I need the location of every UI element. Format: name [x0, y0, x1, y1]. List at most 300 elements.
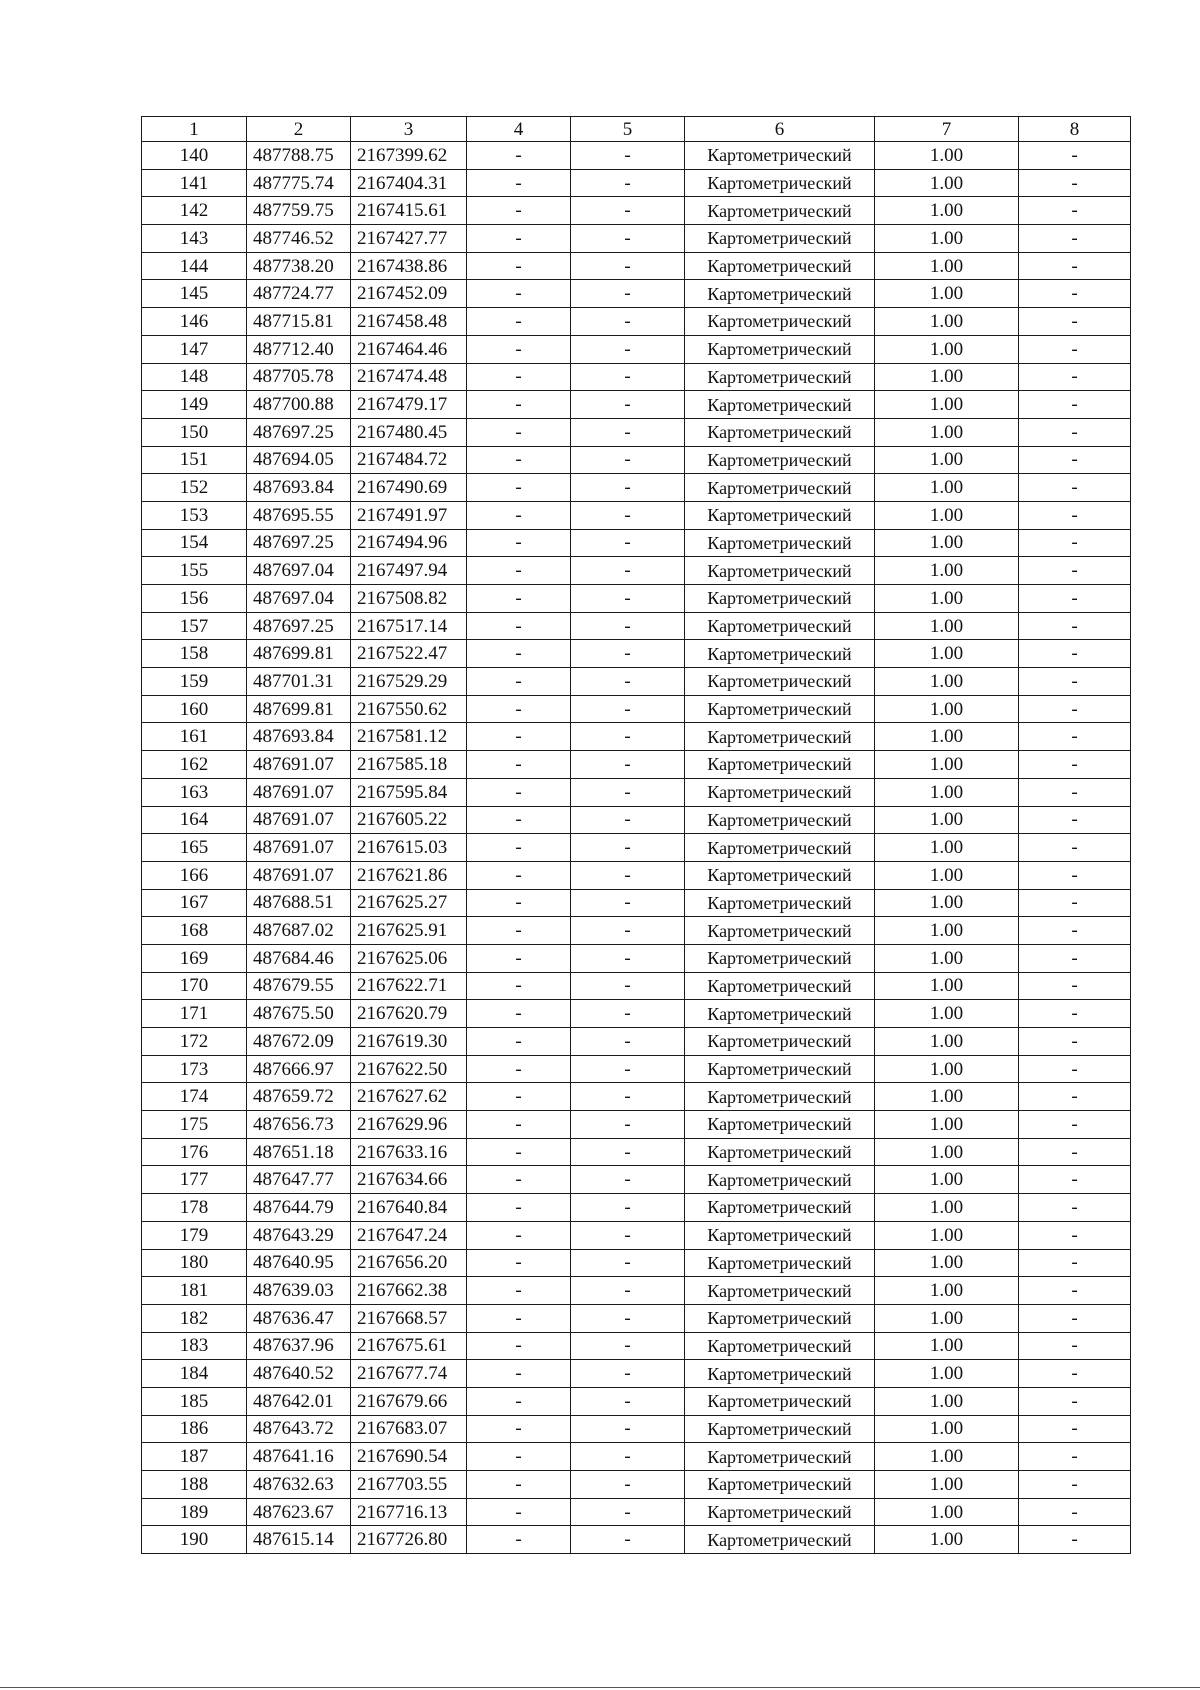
accuracy-cell: 1.00 [875, 474, 1019, 502]
method-cell: Картометрический [685, 751, 875, 779]
x-coordinate-cell: 487775.74 [247, 169, 351, 197]
column-4-cell: - [467, 668, 571, 696]
column-5-cell: - [571, 501, 685, 529]
column-5-cell: - [571, 252, 685, 280]
accuracy-cell: 1.00 [875, 889, 1019, 917]
y-coordinate-cell: 2167640.84 [351, 1194, 467, 1222]
column-5-cell: - [571, 1000, 685, 1028]
y-coordinate-cell: 2167438.86 [351, 252, 467, 280]
column-4-cell: - [467, 280, 571, 308]
x-coordinate-cell: 487675.50 [247, 1000, 351, 1028]
y-coordinate-cell: 2167620.79 [351, 1000, 467, 1028]
table-row [142, 169, 1131, 197]
column-4-cell: - [467, 557, 571, 585]
y-coordinate-cell: 2167690.54 [351, 1443, 467, 1471]
point-number-cell: 177 [142, 1166, 247, 1194]
column-4-cell: - [467, 1055, 571, 1083]
column-8-cell: - [1019, 751, 1131, 779]
table-body [142, 117, 1131, 1554]
column-8-cell: - [1019, 917, 1131, 945]
y-coordinate-cell: 2167622.71 [351, 972, 467, 1000]
table-row [142, 225, 1131, 253]
column-5-cell: - [571, 585, 685, 613]
accuracy-cell: 1.00 [875, 778, 1019, 806]
accuracy-cell: 1.00 [875, 501, 1019, 529]
table-row [142, 529, 1131, 557]
method-cell: Картометрический [685, 944, 875, 972]
table-row [142, 640, 1131, 668]
table-row [142, 142, 1131, 170]
method-cell: Картометрический [685, 1443, 875, 1471]
point-number-cell: 147 [142, 335, 247, 363]
table-row [142, 1387, 1131, 1415]
method-cell: Картометрический [685, 529, 875, 557]
point-number-cell: 143 [142, 225, 247, 253]
x-coordinate-cell: 487691.07 [247, 778, 351, 806]
accuracy-cell: 1.00 [875, 142, 1019, 170]
x-coordinate-cell: 487647.77 [247, 1166, 351, 1194]
point-number-cell: 161 [142, 723, 247, 751]
accuracy-cell: 1.00 [875, 723, 1019, 751]
point-number-cell: 182 [142, 1304, 247, 1332]
table-row [142, 1138, 1131, 1166]
x-coordinate-cell: 487693.84 [247, 723, 351, 751]
table-row [142, 446, 1131, 474]
column-5-cell: - [571, 1221, 685, 1249]
column-8-cell: - [1019, 1166, 1131, 1194]
table-row [142, 1360, 1131, 1388]
column-8-cell: - [1019, 474, 1131, 502]
column-8-cell: - [1019, 889, 1131, 917]
column-4-cell: - [467, 972, 571, 1000]
point-number-cell: 188 [142, 1471, 247, 1499]
x-coordinate-cell: 487705.78 [247, 363, 351, 391]
table-row [142, 585, 1131, 613]
column-4-cell: - [467, 1471, 571, 1499]
column-8-cell: - [1019, 1277, 1131, 1305]
x-coordinate-cell: 487746.52 [247, 225, 351, 253]
column-8-cell: - [1019, 1083, 1131, 1111]
method-cell: Картометрический [685, 1055, 875, 1083]
table-row [142, 1498, 1131, 1526]
column-8-cell: - [1019, 501, 1131, 529]
point-number-cell: 146 [142, 308, 247, 336]
x-coordinate-cell: 487697.04 [247, 557, 351, 585]
x-coordinate-cell: 487688.51 [247, 889, 351, 917]
point-number-cell: 165 [142, 834, 247, 862]
method-cell: Картометрический [685, 917, 875, 945]
column-5-cell: - [571, 1138, 685, 1166]
point-number-cell: 180 [142, 1249, 247, 1277]
accuracy-cell: 1.00 [875, 280, 1019, 308]
x-coordinate-cell: 487759.75 [247, 197, 351, 225]
accuracy-cell: 1.00 [875, 972, 1019, 1000]
column-4-cell: - [467, 1415, 571, 1443]
column-8-cell: - [1019, 391, 1131, 419]
column-5-cell: - [571, 889, 685, 917]
x-coordinate-cell: 487623.67 [247, 1498, 351, 1526]
accuracy-cell: 1.00 [875, 1028, 1019, 1056]
column-5-cell: - [571, 1028, 685, 1056]
column-4-cell: - [467, 225, 571, 253]
y-coordinate-cell: 2167585.18 [351, 751, 467, 779]
column-5-cell: - [571, 1443, 685, 1471]
method-cell: Картометрический [685, 557, 875, 585]
y-coordinate-cell: 2167625.06 [351, 944, 467, 972]
point-number-cell: 140 [142, 142, 247, 170]
column-8-cell: - [1019, 806, 1131, 834]
x-coordinate-cell: 487651.18 [247, 1138, 351, 1166]
column-4-cell: - [467, 806, 571, 834]
column-4-cell: - [467, 418, 571, 446]
method-cell: Картометрический [685, 1277, 875, 1305]
point-number-cell: 152 [142, 474, 247, 502]
table-row [142, 1332, 1131, 1360]
accuracy-cell: 1.00 [875, 1443, 1019, 1471]
column-8-cell: - [1019, 1028, 1131, 1056]
method-cell: Картометрический [685, 723, 875, 751]
point-number-cell: 149 [142, 391, 247, 419]
column-8-cell: - [1019, 142, 1131, 170]
method-cell: Картометрический [685, 1111, 875, 1139]
y-coordinate-cell: 2167474.48 [351, 363, 467, 391]
method-cell: Картометрический [685, 391, 875, 419]
column-8-cell: - [1019, 1526, 1131, 1554]
column-8-cell: - [1019, 1304, 1131, 1332]
table-row [142, 1083, 1131, 1111]
column-4-cell: - [467, 1028, 571, 1056]
y-coordinate-cell: 2167581.12 [351, 723, 467, 751]
x-coordinate-cell: 487641.16 [247, 1443, 351, 1471]
y-coordinate-cell: 2167629.96 [351, 1111, 467, 1139]
point-number-cell: 160 [142, 695, 247, 723]
table-row [142, 806, 1131, 834]
y-coordinate-cell: 2167621.86 [351, 861, 467, 889]
y-coordinate-cell: 2167625.91 [351, 917, 467, 945]
y-coordinate-cell: 2167679.66 [351, 1387, 467, 1415]
y-coordinate-cell: 2167726.80 [351, 1526, 467, 1554]
column-5-cell: - [571, 834, 685, 862]
x-coordinate-cell: 487695.55 [247, 501, 351, 529]
column-4-cell: - [467, 1000, 571, 1028]
column-8-cell: - [1019, 695, 1131, 723]
column-5-cell: - [571, 1055, 685, 1083]
x-coordinate-cell: 487656.73 [247, 1111, 351, 1139]
accuracy-cell: 1.00 [875, 1249, 1019, 1277]
header-cell: 2 [247, 117, 351, 142]
y-coordinate-cell: 2167458.48 [351, 308, 467, 336]
method-cell: Картометрический [685, 501, 875, 529]
y-coordinate-cell: 2167427.77 [351, 225, 467, 253]
y-coordinate-cell: 2167703.55 [351, 1471, 467, 1499]
method-cell: Картометрический [685, 1498, 875, 1526]
x-coordinate-cell: 487640.52 [247, 1360, 351, 1388]
column-5-cell: - [571, 529, 685, 557]
column-4-cell: - [467, 1443, 571, 1471]
column-5-cell: - [571, 391, 685, 419]
table-row [142, 1277, 1131, 1305]
column-4-cell: - [467, 695, 571, 723]
table-row [142, 751, 1131, 779]
y-coordinate-cell: 2167490.69 [351, 474, 467, 502]
table-row [142, 778, 1131, 806]
column-5-cell: - [571, 225, 685, 253]
x-coordinate-cell: 487643.72 [247, 1415, 351, 1443]
point-number-cell: 141 [142, 169, 247, 197]
column-4-cell: - [467, 529, 571, 557]
column-8-cell: - [1019, 1111, 1131, 1139]
column-5-cell: - [571, 972, 685, 1000]
column-4-cell: - [467, 1360, 571, 1388]
y-coordinate-cell: 2167619.30 [351, 1028, 467, 1056]
table-row [142, 335, 1131, 363]
y-coordinate-cell: 2167497.94 [351, 557, 467, 585]
column-4-cell: - [467, 142, 571, 170]
accuracy-cell: 1.00 [875, 1111, 1019, 1139]
column-5-cell: - [571, 335, 685, 363]
accuracy-cell: 1.00 [875, 1083, 1019, 1111]
point-number-cell: 151 [142, 446, 247, 474]
accuracy-cell: 1.00 [875, 1387, 1019, 1415]
table-row [142, 418, 1131, 446]
method-cell: Картометрический [685, 169, 875, 197]
table-row [142, 1415, 1131, 1443]
x-coordinate-cell: 487642.01 [247, 1387, 351, 1415]
column-8-cell: - [1019, 169, 1131, 197]
column-4-cell: - [467, 640, 571, 668]
accuracy-cell: 1.00 [875, 1471, 1019, 1499]
point-number-cell: 148 [142, 363, 247, 391]
column-8-cell: - [1019, 944, 1131, 972]
column-8-cell: - [1019, 446, 1131, 474]
point-number-cell: 175 [142, 1111, 247, 1139]
column-8-cell: - [1019, 225, 1131, 253]
method-cell: Картометрический [685, 308, 875, 336]
x-coordinate-cell: 487699.81 [247, 640, 351, 668]
column-8-cell: - [1019, 612, 1131, 640]
point-number-cell: 184 [142, 1360, 247, 1388]
accuracy-cell: 1.00 [875, 834, 1019, 862]
y-coordinate-cell: 2167625.27 [351, 889, 467, 917]
table-row [142, 695, 1131, 723]
method-cell: Картометрический [685, 834, 875, 862]
point-number-cell: 158 [142, 640, 247, 668]
column-5-cell: - [571, 557, 685, 585]
y-coordinate-cell: 2167662.38 [351, 1277, 467, 1305]
method-cell: Картометрический [685, 474, 875, 502]
column-4-cell: - [467, 944, 571, 972]
table-row [142, 972, 1131, 1000]
point-number-cell: 186 [142, 1415, 247, 1443]
y-coordinate-cell: 2167683.07 [351, 1415, 467, 1443]
y-coordinate-cell: 2167656.20 [351, 1249, 467, 1277]
column-8-cell: - [1019, 1249, 1131, 1277]
y-coordinate-cell: 2167484.72 [351, 446, 467, 474]
column-4-cell: - [467, 861, 571, 889]
column-8-cell: - [1019, 1443, 1131, 1471]
column-5-cell: - [571, 917, 685, 945]
column-8-cell: - [1019, 363, 1131, 391]
y-coordinate-cell: 2167595.84 [351, 778, 467, 806]
y-coordinate-cell: 2167716.13 [351, 1498, 467, 1526]
method-cell: Картометрический [685, 197, 875, 225]
point-number-cell: 164 [142, 806, 247, 834]
method-cell: Картометрический [685, 612, 875, 640]
table-row [142, 308, 1131, 336]
column-4-cell: - [467, 1498, 571, 1526]
accuracy-cell: 1.00 [875, 1166, 1019, 1194]
table-row [142, 1526, 1131, 1554]
table-row [142, 280, 1131, 308]
point-number-cell: 153 [142, 501, 247, 529]
accuracy-cell: 1.00 [875, 1138, 1019, 1166]
method-cell: Картометрический [685, 1028, 875, 1056]
point-number-cell: 166 [142, 861, 247, 889]
column-5-cell: - [571, 668, 685, 696]
column-4-cell: - [467, 834, 571, 862]
column-8-cell: - [1019, 529, 1131, 557]
point-number-cell: 190 [142, 1526, 247, 1554]
column-5-cell: - [571, 169, 685, 197]
point-number-cell: 162 [142, 751, 247, 779]
column-4-cell: - [467, 889, 571, 917]
table-row [142, 557, 1131, 585]
accuracy-cell: 1.00 [875, 335, 1019, 363]
header-cell: 5 [571, 117, 685, 142]
table-row [142, 1471, 1131, 1499]
column-5-cell: - [571, 1360, 685, 1388]
point-number-cell: 187 [142, 1443, 247, 1471]
x-coordinate-cell: 487788.75 [247, 142, 351, 170]
x-coordinate-cell: 487715.81 [247, 308, 351, 336]
column-5-cell: - [571, 1471, 685, 1499]
column-8-cell: - [1019, 1498, 1131, 1526]
accuracy-cell: 1.00 [875, 308, 1019, 336]
column-5-cell: - [571, 142, 685, 170]
x-coordinate-cell: 487697.25 [247, 418, 351, 446]
column-5-cell: - [571, 723, 685, 751]
accuracy-cell: 1.00 [875, 640, 1019, 668]
y-coordinate-cell: 2167464.46 [351, 335, 467, 363]
x-coordinate-cell: 487693.84 [247, 474, 351, 502]
table-row [142, 944, 1131, 972]
accuracy-cell: 1.00 [875, 1304, 1019, 1332]
method-cell: Картометрический [685, 972, 875, 1000]
y-coordinate-cell: 2167494.96 [351, 529, 467, 557]
column-4-cell: - [467, 612, 571, 640]
column-5-cell: - [571, 1194, 685, 1222]
method-cell: Картометрический [685, 1138, 875, 1166]
column-8-cell: - [1019, 1415, 1131, 1443]
column-8-cell: - [1019, 1471, 1131, 1499]
column-8-cell: - [1019, 1055, 1131, 1083]
method-cell: Картометрический [685, 1000, 875, 1028]
accuracy-cell: 1.00 [875, 668, 1019, 696]
table-row [142, 1000, 1131, 1028]
header-cell: 7 [875, 117, 1019, 142]
point-number-cell: 142 [142, 197, 247, 225]
point-number-cell: 171 [142, 1000, 247, 1028]
column-5-cell: - [571, 1387, 685, 1415]
x-coordinate-cell: 487615.14 [247, 1526, 351, 1554]
method-cell: Картометрический [685, 640, 875, 668]
accuracy-cell: 1.00 [875, 363, 1019, 391]
point-number-cell: 145 [142, 280, 247, 308]
table-row [142, 1111, 1131, 1139]
table-row [142, 363, 1131, 391]
method-cell: Картометрический [685, 778, 875, 806]
point-number-cell: 189 [142, 1498, 247, 1526]
column-5-cell: - [571, 1277, 685, 1305]
column-8-cell: - [1019, 861, 1131, 889]
x-coordinate-cell: 487672.09 [247, 1028, 351, 1056]
x-coordinate-cell: 487632.63 [247, 1471, 351, 1499]
y-coordinate-cell: 2167615.03 [351, 834, 467, 862]
column-4-cell: - [467, 1277, 571, 1305]
column-4-cell: - [467, 308, 571, 336]
column-8-cell: - [1019, 335, 1131, 363]
accuracy-cell: 1.00 [875, 1194, 1019, 1222]
column-8-cell: - [1019, 668, 1131, 696]
method-cell: Картометрический [685, 695, 875, 723]
y-coordinate-cell: 2167508.82 [351, 585, 467, 613]
point-number-cell: 176 [142, 1138, 247, 1166]
accuracy-cell: 1.00 [875, 1000, 1019, 1028]
accuracy-cell: 1.00 [875, 252, 1019, 280]
accuracy-cell: 1.00 [875, 1332, 1019, 1360]
page-bottom-rule [0, 1687, 1200, 1688]
x-coordinate-cell: 487694.05 [247, 446, 351, 474]
y-coordinate-cell: 2167605.22 [351, 806, 467, 834]
method-cell: Картометрический [685, 1166, 875, 1194]
x-coordinate-cell: 487701.31 [247, 668, 351, 696]
x-coordinate-cell: 487637.96 [247, 1332, 351, 1360]
point-number-cell: 173 [142, 1055, 247, 1083]
y-coordinate-cell: 2167677.74 [351, 1360, 467, 1388]
accuracy-cell: 1.00 [875, 557, 1019, 585]
x-coordinate-cell: 487684.46 [247, 944, 351, 972]
column-4-cell: - [467, 335, 571, 363]
column-8-cell: - [1019, 972, 1131, 1000]
table-row [142, 668, 1131, 696]
table-row [142, 1249, 1131, 1277]
table-row [142, 612, 1131, 640]
x-coordinate-cell: 487666.97 [247, 1055, 351, 1083]
column-4-cell: - [467, 1332, 571, 1360]
point-number-cell: 170 [142, 972, 247, 1000]
y-coordinate-cell: 2167480.45 [351, 418, 467, 446]
y-coordinate-cell: 2167675.61 [351, 1332, 467, 1360]
column-4-cell: - [467, 169, 571, 197]
column-8-cell: - [1019, 1387, 1131, 1415]
x-coordinate-cell: 487639.03 [247, 1277, 351, 1305]
accuracy-cell: 1.00 [875, 1360, 1019, 1388]
column-4-cell: - [467, 723, 571, 751]
accuracy-cell: 1.00 [875, 1055, 1019, 1083]
column-4-cell: - [467, 474, 571, 502]
table-row [142, 1304, 1131, 1332]
method-cell: Картометрический [685, 1360, 875, 1388]
table-row [142, 861, 1131, 889]
column-4-cell: - [467, 197, 571, 225]
column-5-cell: - [571, 1083, 685, 1111]
accuracy-cell: 1.00 [875, 1498, 1019, 1526]
column-4-cell: - [467, 1138, 571, 1166]
accuracy-cell: 1.00 [875, 1221, 1019, 1249]
method-cell: Картометрический [685, 1194, 875, 1222]
accuracy-cell: 1.00 [875, 529, 1019, 557]
column-4-cell: - [467, 1221, 571, 1249]
